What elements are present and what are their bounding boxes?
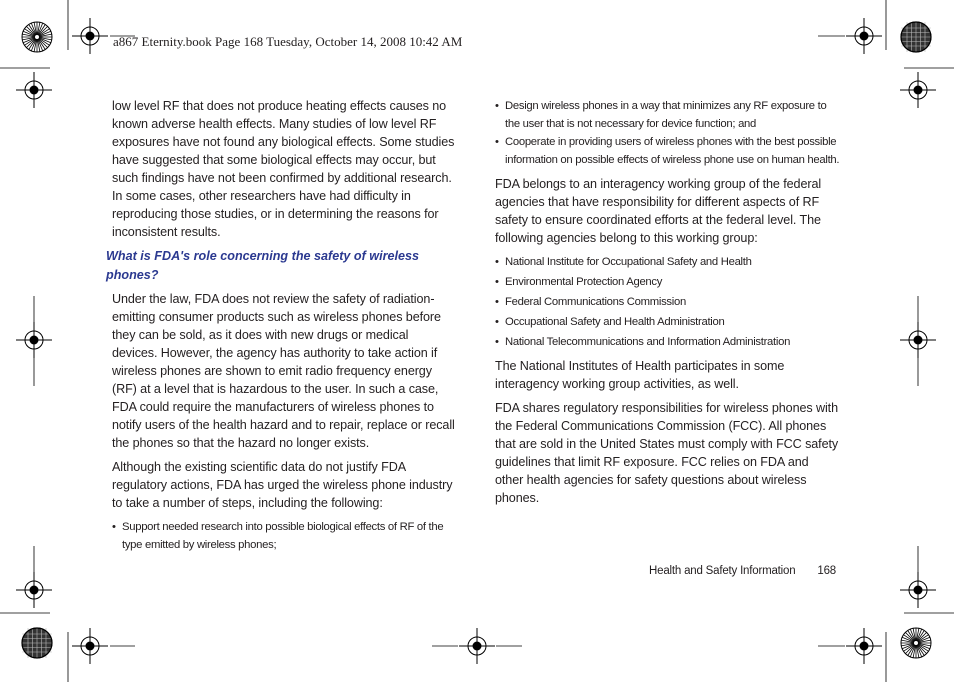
list-item: • Occupational Safety and Health Administration: [495, 313, 840, 331]
industry-steps-paragraph: Although the existing scientific data do not justify FDA regulatory actions, FDA has urged the wireless phone industry to take a number of steps, including the following:: [112, 460, 453, 510]
fcc-paragraph: FDA shares regulatory responsibilities for wireless phones with the Federal Communications Commission (FCC). All phones that are sold in the United States must comply with FCC safety guidelines that limit RF exposure. FCC relies on FDA and other health agencies for safety questions about wireless phones.: [495, 401, 839, 505]
list-item: • Environmental Protection Agency: [495, 273, 840, 291]
page-number: 168: [817, 565, 836, 577]
list-item: • Federal Communications Commission: [495, 293, 840, 311]
left-column: [106, 97, 457, 560]
steps-list-right: [495, 97, 840, 169]
steps-list-left: [112, 518, 457, 554]
print-slug: a867 Eternity.book Page 168 Tuesday, October 14, 2008 10:42 AM: [113, 34, 463, 49]
list-item: • Support needed research into possible biological effects of RF of the type emitted by wireless phones;: [112, 518, 457, 554]
right-column: [495, 97, 840, 513]
agencies-list: [495, 253, 840, 351]
intro-paragraph: low level RF that does not produce heating effects causes no known adverse health effects. Many studies of low level RF exposures have not found any biological effects. Some studies have suggested that some biological effects may occur, but such findings have not been confirmed by additional research. In some cases, other researchers have had difficulty in reproducing those studies, or in determining the reasons for inconsistent results.: [112, 99, 455, 239]
page-footer: [649, 565, 836, 577]
list-item: • National Institute for Occupational Safety and Health: [495, 253, 840, 271]
list-item: • National Telecommunications and Information Administration: [495, 333, 840, 351]
list-item: • Cooperate in providing users of wireless phones with the best possible information on possible effects of wireless phone use on human health.: [495, 133, 840, 169]
working-group-paragraph: FDA belongs to an interagency working group of the federal agencies that have responsibility for different aspects of RF safety to ensure coordinated efforts at the federal level. The following agencies belong to this working group:: [495, 177, 822, 245]
fda-role-paragraph: Under the law, FDA does not review the safety of radiation-emitting consumer products such as wireless phones before they can be sold, as it does with new drugs or medical devices. However, the agency has authority to take action if wireless phones are shown to emit radio frequency energy (RF) at a level that is hazardous to the user. In such a case, FDA could require the manufacturers of wireless phones to notify users of the health hazard and to repair, replace or recall the phones so that the hazard no longer exists.: [112, 292, 455, 450]
footer-section-title: Health and Safety Information: [649, 565, 796, 577]
question-heading: What is FDA's role concerning the safety of wireless phones?: [106, 249, 420, 282]
list-item: • Design wireless phones in a way that minimizes any RF exposure to the user that is not necessary for device function; and: [495, 97, 840, 133]
nih-paragraph: The National Institutes of Health participates in some interagency working group activities, as well.: [495, 359, 785, 391]
